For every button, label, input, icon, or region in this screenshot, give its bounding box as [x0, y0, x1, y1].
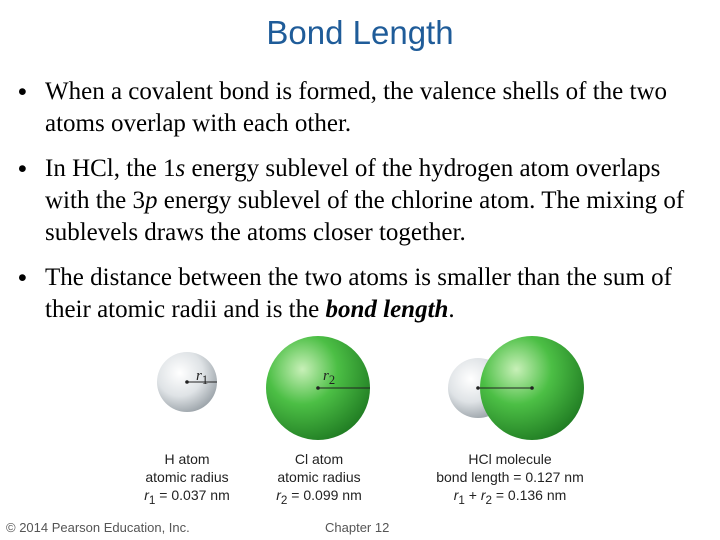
atom-figure	[120, 330, 610, 512]
bullet-item	[18, 262, 708, 326]
bullet-text: In HCl, the 1	[45, 155, 176, 182]
bullet-dot: •	[18, 155, 27, 183]
cl-radius-label: $r_2$	[323, 368, 336, 387]
bond-length-term: bond length	[325, 296, 449, 323]
copyright-text: © 2014 Pearson Education, Inc.	[6, 520, 190, 535]
bullet-list	[18, 76, 708, 339]
bullet-item	[18, 153, 708, 249]
h-radius-label: $r_1$	[196, 368, 209, 387]
bullet-dot: •	[18, 78, 27, 106]
cl-atom-caption: Cl atom atomic radius $r_2 = 0.099$ nm	[276, 451, 362, 507]
h-atom-caption: H atom atomic radius $r_1 = 0.037$ nm	[144, 451, 230, 507]
bullet-text: The distance between the two atoms is smaller than the sum of their atomic radii and is the	[45, 264, 672, 323]
chapter-label: Chapter 12	[325, 520, 390, 535]
hcl-caption: HCl molecule bond length = 0.127 nm $r_1 + r_2 = 0.136$ nm	[436, 451, 584, 507]
cl-nucleus	[316, 386, 320, 390]
bullet-text: .	[448, 296, 455, 323]
italic-term: s	[175, 155, 186, 182]
bullet-item	[18, 76, 708, 140]
italic-term: p	[145, 187, 158, 214]
bullet-text: energy sublevel of the hydrogen atom overlaps with the 3	[45, 155, 661, 214]
hcl-cl-nucleus	[530, 386, 534, 390]
hcl-h-nucleus	[476, 386, 480, 390]
h-nucleus	[185, 380, 189, 384]
bullet-dot: •	[18, 264, 27, 292]
page-title: Bond Length	[266, 14, 454, 51]
bullet-text: When a covalent bond is formed, the valence shells of the two atoms overlap with each other.	[45, 78, 668, 137]
bullet-text: energy sublevel of the chlorine atom. The mixing of sublevels draws the atoms closer together.	[45, 187, 685, 246]
